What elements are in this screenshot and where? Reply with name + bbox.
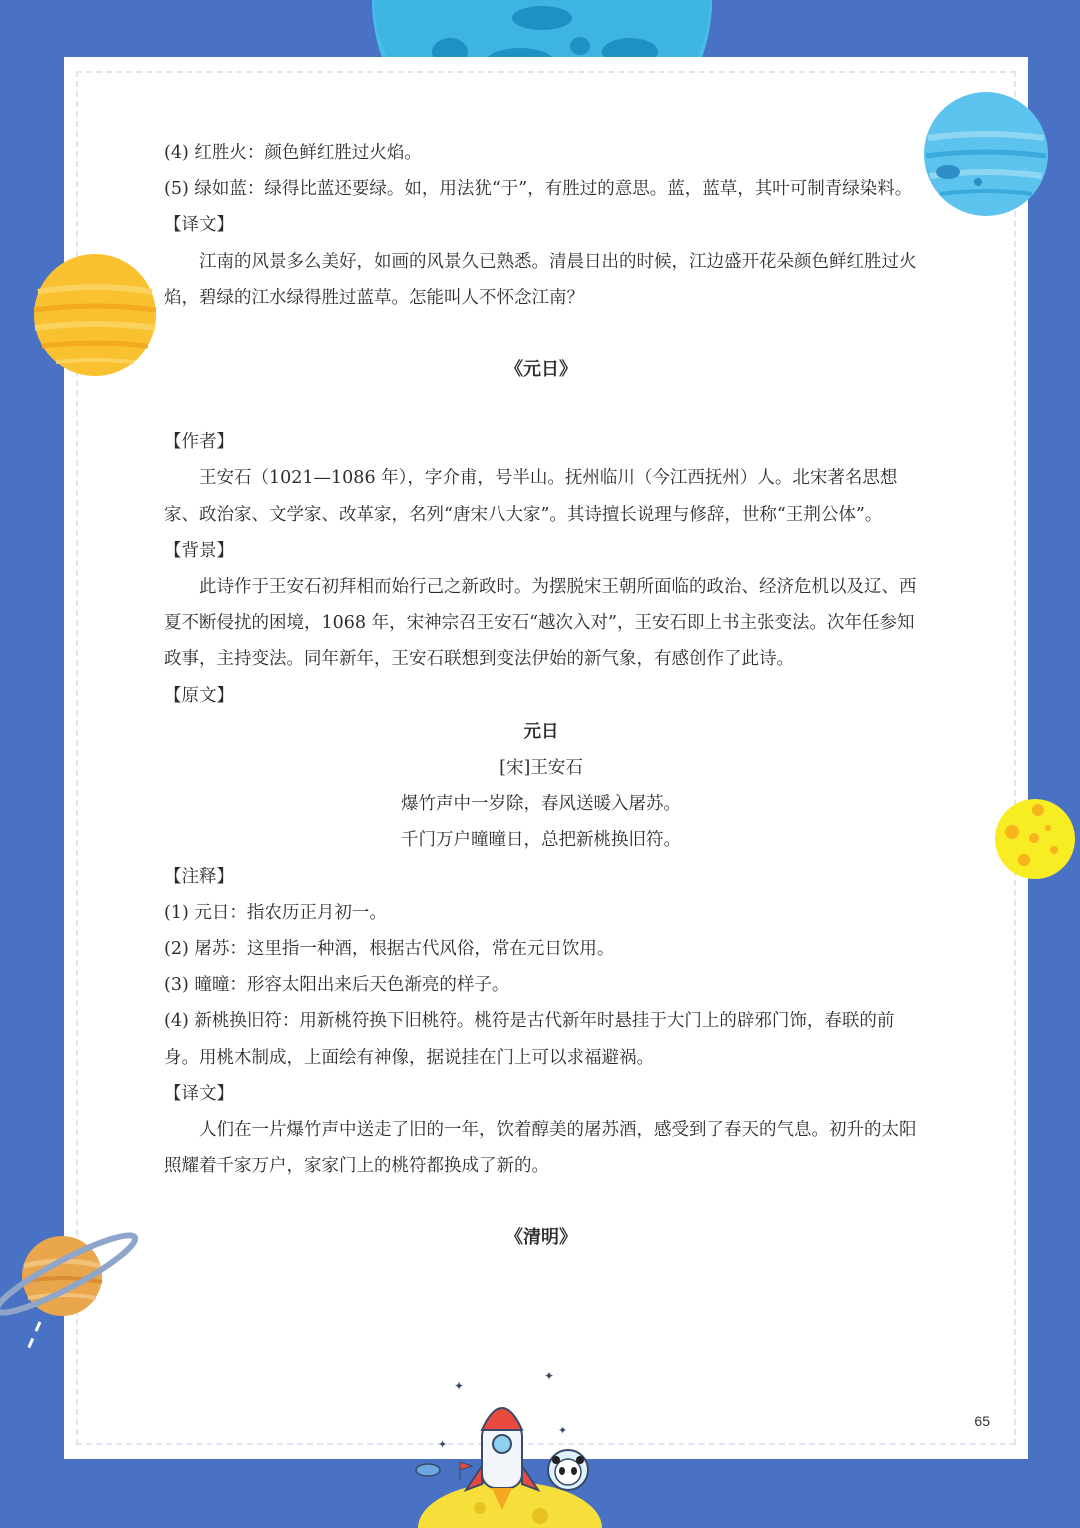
svg-text:✦: ✦ [544, 1370, 555, 1383]
page-content [164, 135, 918, 1257]
svg-text:✦: ✦ [454, 1379, 465, 1393]
neptune-planet-icon [922, 90, 1050, 218]
section-heading: 【背景】 [164, 540, 234, 561]
translation-paragraph: 人们在一片爆竹声中送走了旧的一年，饮着醇美的屠苏酒，感受到了春天的气息。初升的太阳照耀着千家万户，家家门上的桃符都换成了新的。 [164, 1120, 917, 1177]
note-item: (5) 绿如蓝：绿得比蓝还要绿。如，用法犹“于”，有胜过的意思。蓝，蓝草，其叶可制青绿染料。 [164, 179, 913, 200]
section-heading: 【译文】 [164, 1083, 234, 1104]
poem-author: [宋]王安石 [499, 758, 583, 779]
page-sheet [64, 57, 1028, 1459]
background-paragraph: 此诗作于王安石初拜相而始行己之新政时。为摆脱宋王朝所面临的政治、经济危机以及辽、西夏不断侵扰的困境，1068 年，宋神宗召王安石“越次入对”，王安石即上书主张变法。次年任参知政事，主持变法。同年新年，王安石联想到变法伊始的新气象，有感创作了此诗。 [164, 577, 917, 670]
author-paragraph: 王安石（1021—1086 年），字介甫，号半山。抚州临川（今江西抚州）人。北宋著名思想家、政治家、文学家、改革家，名列“唐宋八大家”。其诗擅长说理与修辞，世称“王荆公体”。 [164, 468, 898, 525]
section-heading: 【注释】 [164, 866, 234, 887]
saturn-planet-icon [0, 1226, 140, 1356]
poem-line: 爆竹声中一岁除，春风送暖入屠苏。 [401, 794, 681, 815]
svg-text:✦: ✦ [438, 1438, 448, 1451]
sun-planet-icon [32, 252, 158, 378]
poem-section-title: 《元日》 [505, 359, 577, 381]
note-item: (3) 曈曈：形容太阳出来后天色渐亮的样子。 [164, 975, 510, 996]
section-heading: 【作者】 [164, 432, 234, 453]
section-heading: 【译文】 [164, 215, 234, 236]
note-item: (4) 新桃换旧符：用新桃符换下旧桃符。桃符是古代新年时悬挂于大门上的辟邪门饰，春联的前身。用桃木制成，上面绘有神像，据说挂在门上可以求福避祸。 [164, 1011, 895, 1068]
yellow-moon-icon [994, 798, 1076, 880]
svg-text:☆: ☆ [1020, 166, 1033, 182]
poem-line: 千门万户曈曈日，总把新桃换旧符。 [401, 830, 681, 851]
section-heading: 【原文】 [164, 685, 234, 706]
translation-paragraph: 江南的风景多么美好，如画的风景久已熟悉。清晨日出的时候，江边盛开花朵颜色鲜红胜过火焰，碧绿的江水绿得胜过蓝草。怎能叫人不怀念江南？ [164, 251, 917, 308]
page-number: 65 [974, 1413, 990, 1429]
note-item: (4) 红胜火：颜色鲜红胜过火焰。 [164, 143, 422, 163]
poem-title: 元日 [523, 721, 559, 742]
rocket-panda-icon [400, 1370, 620, 1528]
note-item: (1) 元日：指农历正月初一。 [164, 902, 387, 923]
note-item: (2) 屠苏：这里指一种酒，根据古代风俗，常在元日饮用。 [164, 939, 615, 960]
poem-section-title: 《清明》 [505, 1227, 577, 1249]
svg-text:✦: ✦ [558, 1424, 568, 1437]
